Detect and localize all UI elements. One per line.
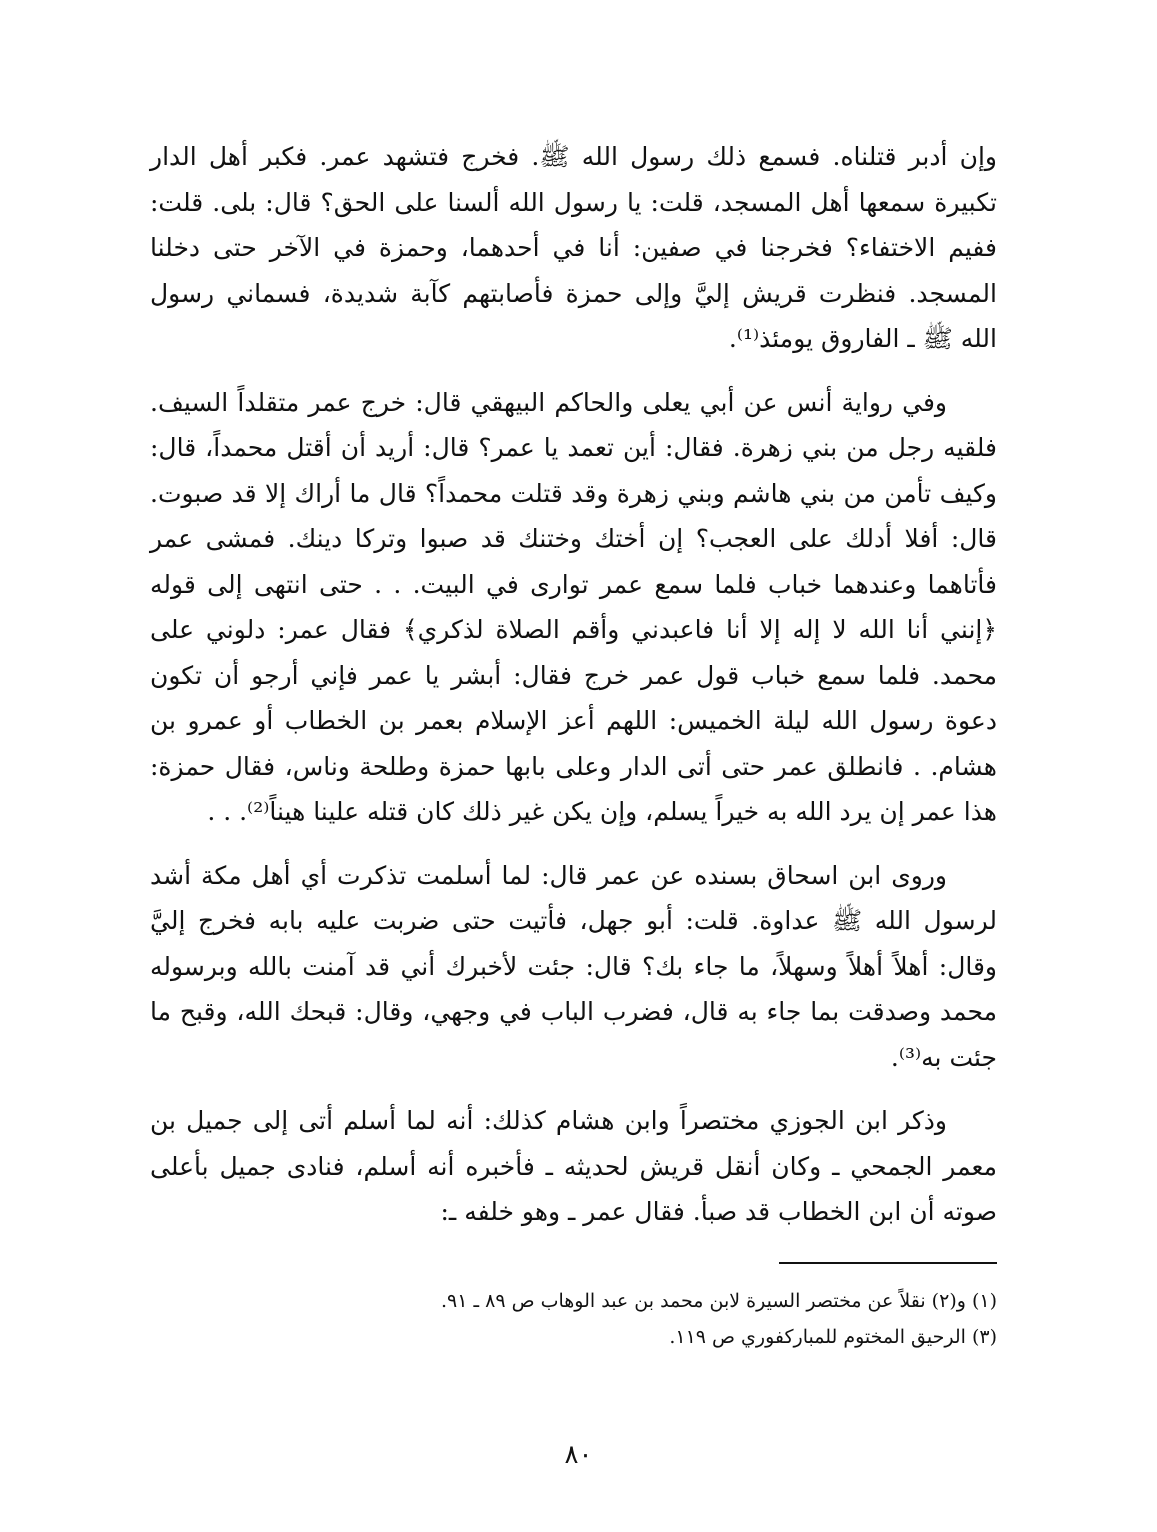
paragraph-2: وفي رواية أنس عن أبي يعلى والحاكم البيهقي قال: خرج عمر متقلداً السيف. فلقيه رجل من بني زهرة. فقال: أين تعمد يا عمر؟ قال: أريد أن أقتل محمداً، قال: وكيف تأمن من بني هاشم وبني زهرة وقد قتلت محمداً؟ قال ما أراك إلا قد صبوت. قال: أفلا أدلك على العجب؟ إن أختك وختنك قد صبوا وتركا دينك. فمشى عمر فأتاهما وعندهما خباب فلما سمع عمر توارى في البيت. . . حتى انتهى إلى قوله ﴿إنني أنا الله لا إله إلا أنا فاعبدني وأقم الصلاة لذكري﴾ فقال عمر: دلوني على محمد. فلما سمع خباب قول عمر خرج فقال: أبشر يا عمر فإني أرجو أن تكون دعوة رسول الله ليلة الخميس: اللهم أعز الإسلام بعمر بن الخطاب أو عمرو بن هشام. . فانطلق عمر حتى أتى الدار وعلى بابها حمزة وطلحة وناس، فقال حمزة: هذا عمر إن يرد الله به خيراً يسلم، وإن يكن غير ذلك كان قتله علينا هيناً⁽²⁾. . . [150,387,997,826]
footnote-separator [779,1262,997,1264]
body-text [150,134,997,1235]
paragraph-4: وذكر ابن الجوزي مختصراً وابن هشام كذلك: أنه لما أسلم أتى إلى جميل بن معمر الجمحي ـ وكان أنقل قريش لحديثه ـ فأخبره أنه أسلم، فنادى جميل بأعلى صوته أن ابن الخطاب قد صبأ. فقال عمر ـ وهو خلفه ـ: [150,1106,997,1226]
footnote-2: (٣) الرحيق المختوم للمباركفوري ص ١١٩. [669,1326,997,1348]
paragraph-1: وإن أدبر قتلناه. فسمع ذلك رسول الله ﷺ. فخرج فتشهد عمر. فكبر أهل الدار تكبيرة سمعها أهل المسجد، قلت: يا رسول الله ألسنا على الحق؟ قال: بلى. قلت: ففيم الاختفاء؟ فخرجنا في صفين: أنا في أحدهما، وحمزة في الآخر حتى دخلنا المسجد. فنظرت قريش إليَّ وإلى حمزة فأصابتهم كآبة شديدة، فسماني رسول الله ﷺ ـ الفاروق يومئذ⁽¹⁾. [150,142,997,353]
footnote-1: (١) و(٢) نقلاً عن مختصر السيرة لابن محمد بن عبد الوهاب ص ٨٩ ـ ٩١. [441,1290,997,1312]
paragraph-3: وروى ابن اسحاق بسنده عن عمر قال: لما أسلمت تذكرت أي أهل مكة أشد لرسول الله ﷺ عداوة. قلت: أبو جهل، فأتيت حتى ضربت عليه بابه فخرج إليَّ وقال: أهلاً أهلاً وسهلاً، ما جاء بك؟ قال: جئت لأخبرك أني قد آمنت بالله وبرسوله محمد وصدقت بما جاء به قال، فضرب الباب في وجهي، وقال: قبحك الله، وقبح ما جئت به⁽³⁾. [150,860,997,1072]
page-number: ٨٠ [564,1440,593,1470]
footnotes [150,1283,997,1355]
